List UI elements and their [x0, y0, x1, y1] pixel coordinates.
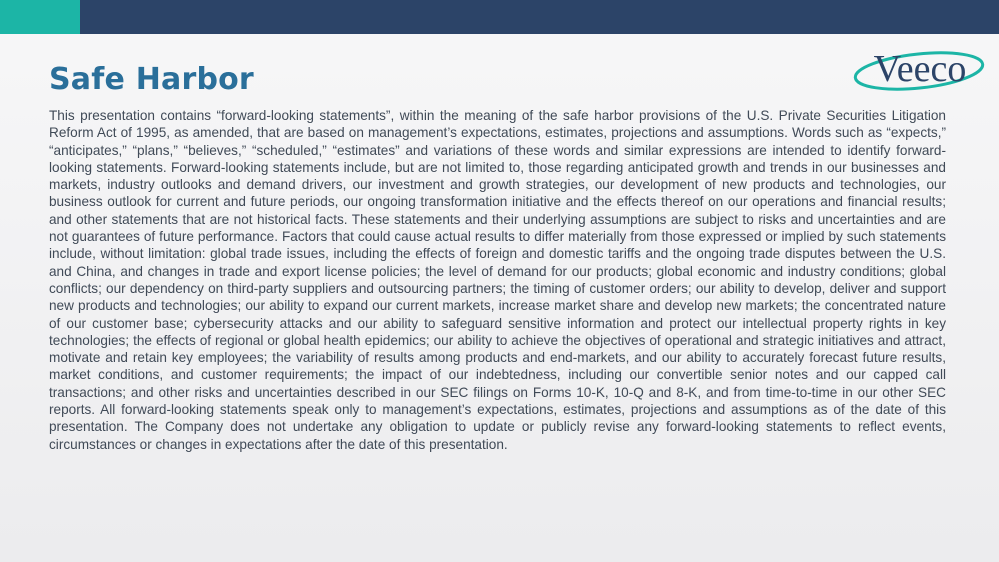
header-bar	[0, 0, 999, 34]
slide-title: Safe Harbor	[49, 62, 254, 97]
header-accent	[0, 0, 80, 34]
veeco-logo	[852, 44, 992, 96]
safe-harbor-body: This presentation contains “forward-looking statements”, within the meaning of the safe harbor provisions of the U.S. Private Securities Litigation Reform Act of 1995, as amended, that are based on management’s expectations, estimates, projections and assumptions. Words such as “expects,” “anticipates,” “plans,” “believes,” “scheduled,” “estimates” and variations of these words and similar expressions are intended to identify forward-looking statements. Forward-looking statements include, but are not limited to, those regarding anticipated growth and trends in our businesses and markets, industry outlooks and demand drivers, our investment and growth strategies, our development of new products and technologies, our business outlook for current and future periods, our ongoing transformation initiative and the effects thereof on our operations and financial results; and other statements that are not historical facts. These statements and their underlying assumptions are subject to risks and uncertainties and are not guarantees of future performance. Factors that could cause actual results to differ materially from those expressed or implied by such statements include, without limitation: global trade issues, including the effects of foreign and domestic tariffs and the ongoing trade disputes between the U.S. and China, and changes in trade and export license policies; the level of demand for our products; global economic and industry conditions; global conflicts; our dependency on third-party suppliers and outsourcing partners; the timing of customer orders; our ability to develop, deliver and support new products and technologies; our ability to expand our current markets, increase market share and develop new markets; the concentrated nature of our customer base; cybersecurity attacks and our ability to safeguard sensitive information and protect our intellectual property rights in key technologies; the effects of regional or global health epidemics; our ability to achieve the objectives of operational and strategic initiatives and attract, motivate and retain key employees; the variability of results among products and end-markets, and our ability to accurately forecast future results, market conditions, and customer requirements; the impact of our indebtedness, including our convertible senior notes and our capped call transactions; and other risks and uncertainties described in our SEC filings on Forms 10-K, 10-Q and 8-K, and from time-to-time in our other SEC reports. All forward-looking statements speak only to management’s expectations, estimates, projections and assumptions as of the date of this presentation. The Company does not undertake any obligation to update or publicly revise any forward-looking statements to reflect events, circumstances or changes in expectations after the date of this presentation.	[49, 108, 946, 452]
logo-wordmark: Veeco	[873, 48, 967, 90]
